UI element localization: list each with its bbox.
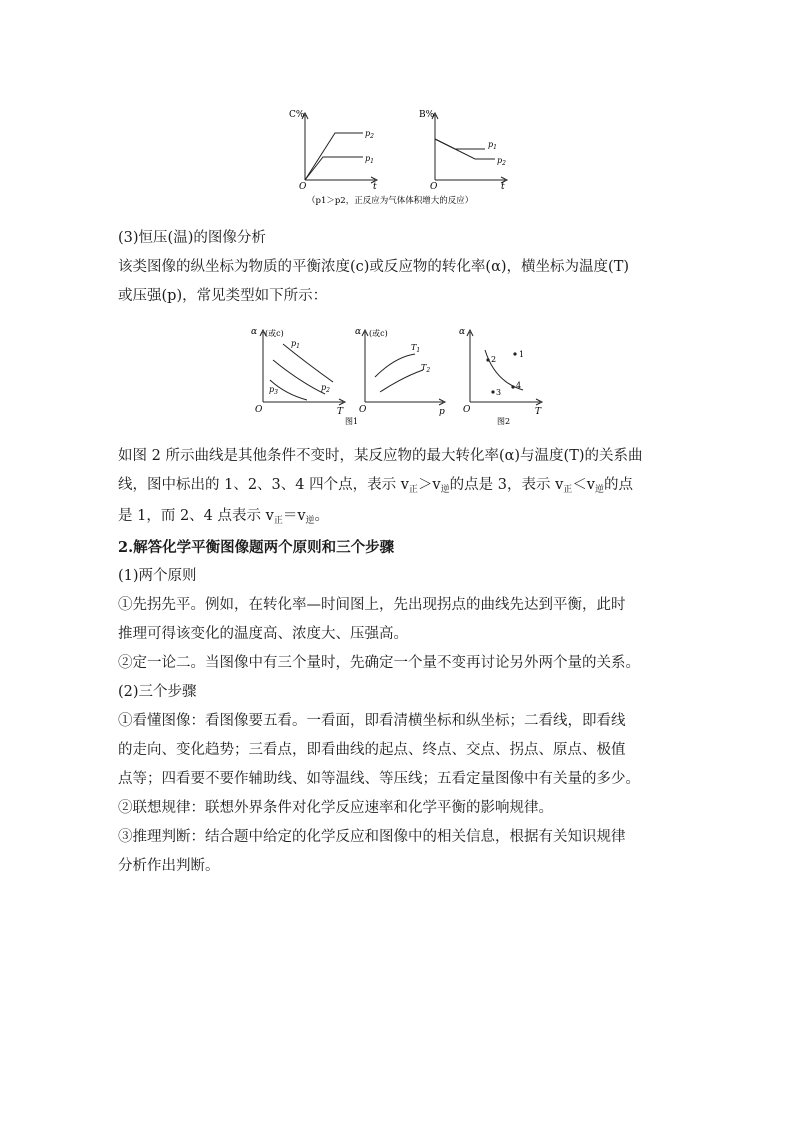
mid-g3-point-1: 1	[519, 350, 525, 359]
top-left-ylabel: C%	[289, 110, 305, 120]
mid-graph-3	[467, 330, 542, 405]
mid-g2-label-T2: $T_2$	[421, 363, 431, 374]
mid-g2-origin: O	[359, 405, 367, 415]
principle-1-line1: ①先拐先平。例如，在转化率—时间图上，先出现拐点的曲线先达到平衡，此时	[118, 597, 626, 613]
top-right-ylabel: B%	[419, 110, 435, 120]
mid-g1-ylabel2: (或c)	[265, 329, 284, 338]
section3-desc-line2: 或压强(p)，常见类型如下所示：	[118, 288, 328, 304]
mid-g3-xlabel: T	[535, 407, 542, 417]
mid-g3-origin: O	[463, 405, 471, 415]
mid-g3-point-4: 4	[516, 381, 522, 390]
mid-graph-2	[362, 330, 445, 405]
top-left-xlabel: t	[373, 182, 377, 192]
mid-caption-1: 图1	[345, 417, 359, 426]
top-left-origin: O	[299, 182, 307, 192]
top-right-label-p2: $p_2$	[497, 156, 506, 167]
top-right-xlabel: t	[501, 182, 505, 192]
mid-g1-ylabel: α	[251, 327, 258, 337]
step-3-line2: 分析作出判断。	[118, 858, 220, 874]
mid-g3-ylabel: α	[459, 327, 466, 337]
mid-g1-origin: O	[255, 405, 263, 415]
top-left-label-p1: $p_1$	[365, 154, 374, 165]
mid-g1-label-p1: $p_1$	[291, 339, 300, 350]
mid-g3-point-3: 3	[496, 388, 502, 397]
heading-2: 2.解答化学平衡图像题两个原则和三个步骤	[118, 539, 395, 556]
mid-g3-point-2: 2	[491, 355, 497, 364]
step-3-line1: ③推理判断：结合题中给定的化学反应和图像中的相关信息，根据有关知识规律	[118, 829, 626, 845]
mid-g1-label-p3: $p_3$	[269, 385, 278, 396]
sub-heading-1: (1)两个原则	[118, 568, 197, 584]
principle-1-line2: 推理可得该变化的温度高、浓度大、压强高。	[118, 626, 408, 642]
mid-g1-label-p2: $p_2$	[321, 383, 330, 394]
step-1-line3: 点等；四看要不要作辅助线、如等温线、等压线；五看定量图像中有关量的多少。	[118, 771, 640, 787]
sub-heading-2: (2)三个步骤	[118, 684, 197, 700]
top-left-graph	[302, 113, 377, 183]
step-1-line2: 的走向、变化趋势；三看点，即看曲线的起点、终点、交点、拐点、原点、极值	[118, 742, 626, 758]
fig2-para-line1: 如图 2 所示曲线是其他条件不变时，某反应物的最大转化率(α)与温度(T)的关系曲	[118, 448, 643, 464]
principle-2-line1: ②定一论二。当图像中有三个量时，先确定一个量不变再讨论另外两个量的关系。	[118, 655, 640, 671]
top-right-label-p1: $p_1$	[488, 140, 497, 151]
step-1-line1: ①看懂图像：看图像要五看。一看面，即看清横坐标和纵坐标；二看线，即看线	[118, 713, 626, 729]
step-2-line1: ②联想规律：联想外界条件对化学反应速率和化学平衡的影响规律。	[118, 800, 553, 816]
top-right-origin: O	[430, 182, 438, 192]
mid-caption-2: 图2	[497, 417, 511, 426]
fig2-para-line3: 是 1，而 2、4 点表示 $v_正=v_逆$。	[118, 508, 330, 526]
mid-g2-ylabel2: (或c)	[369, 329, 388, 338]
section3-desc-line1: 该类图像的纵坐标为物质的平衡浓度(c)或反应物的转化率(α)，横坐标为温度(T)	[118, 259, 630, 275]
mid-g1-xlabel: T	[337, 407, 344, 417]
middle-figure	[245, 322, 555, 432]
section3-title: (3)恒压(温)的图像分析	[118, 230, 266, 246]
curve-p1	[305, 157, 363, 180]
mid-g2-xlabel: p	[439, 407, 445, 417]
fig2-para-line2: 线，图中标出的 1、2、3、4 四个点，表示 $v_正>v_逆$的点是 3，表示 $v_正<v_逆$的点	[118, 477, 634, 495]
mid-g2-ylabel: α	[355, 327, 362, 337]
top-figure	[285, 105, 515, 210]
mid-g2-label-T1: $T_1$	[411, 343, 421, 354]
curve-p1	[435, 139, 485, 149]
top-figure-caption: （p1＞p2，正反应为气体体积增大的反应）	[307, 196, 474, 206]
top-left-label-p2: $p_2$	[365, 129, 374, 140]
